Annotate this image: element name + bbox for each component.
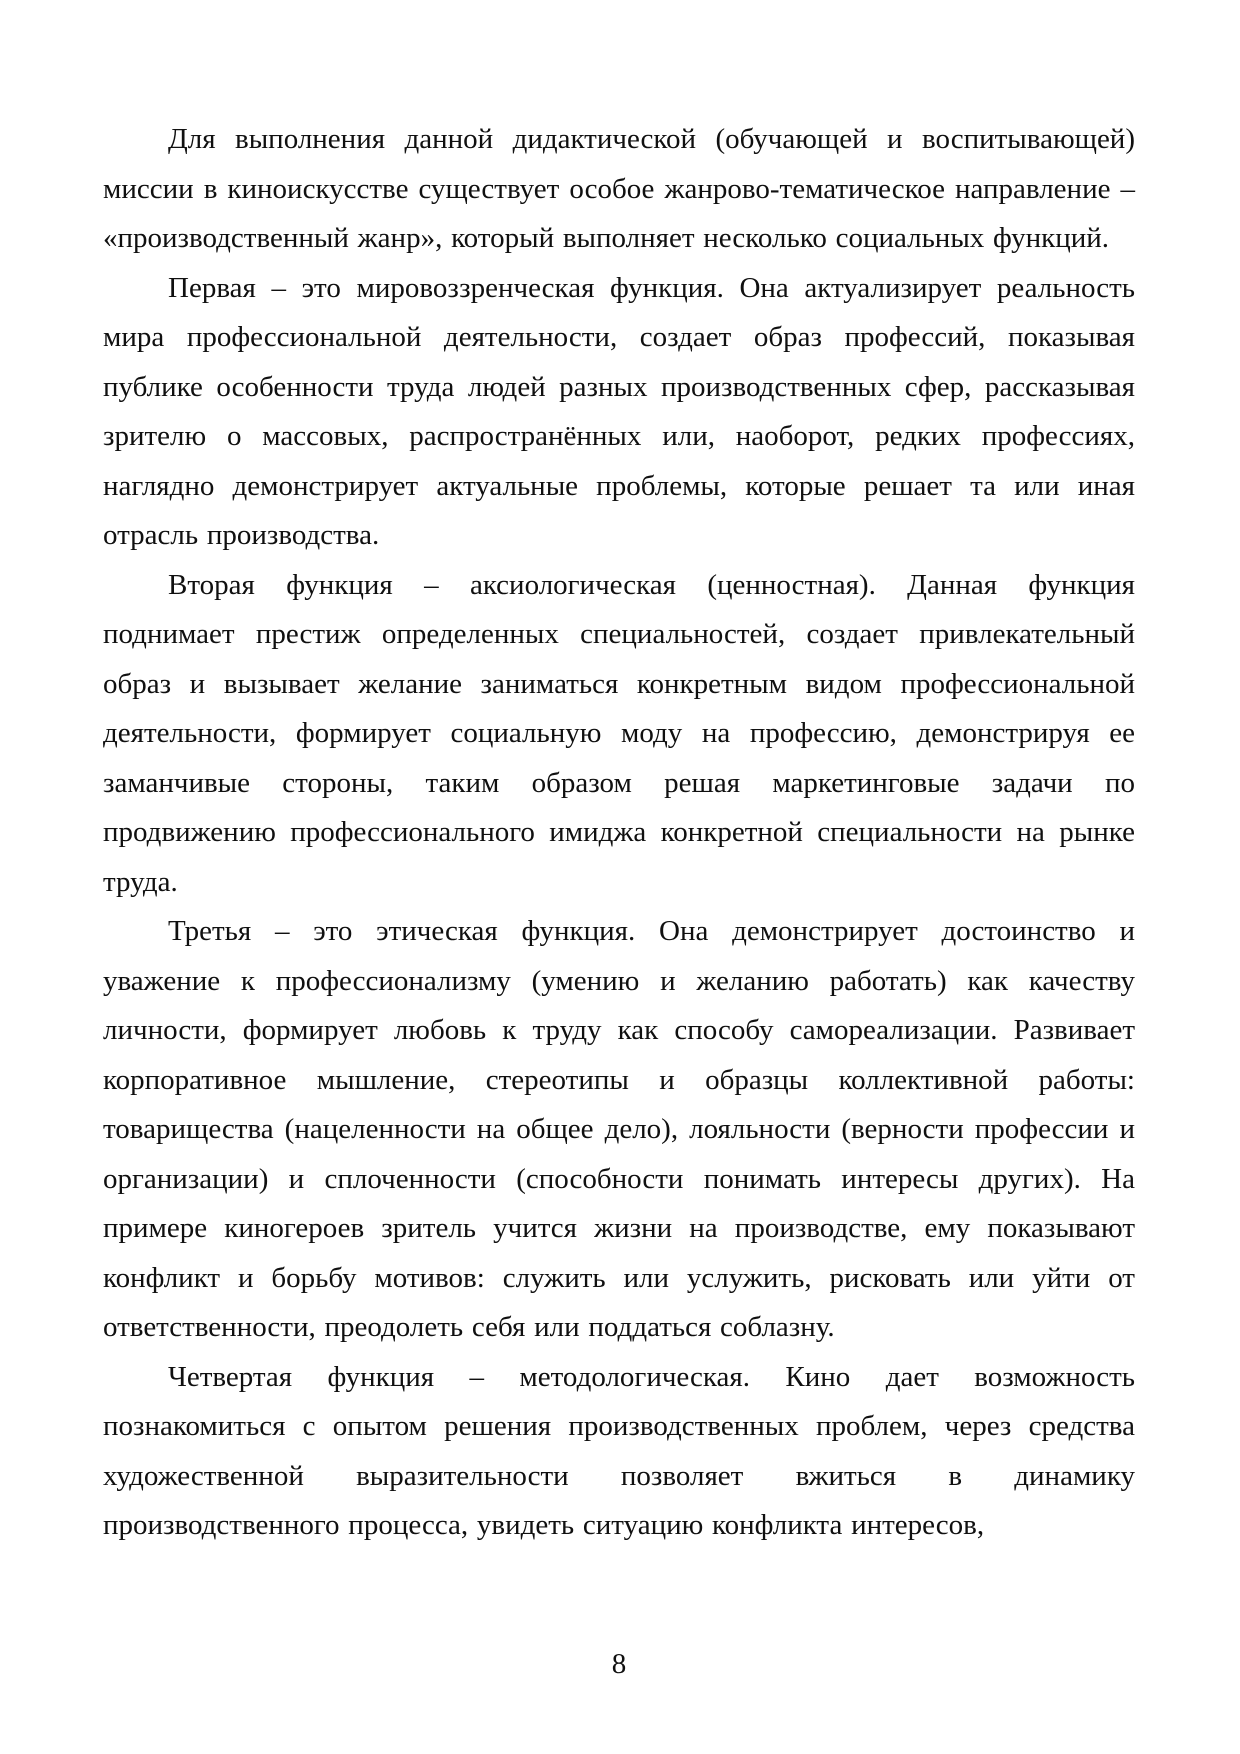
paragraph-third-function: Третья – это этическая функция. Она демонстрирует достоинство и уважение к профессионализму (умению и желанию работать) как качеству личности, формирует любовь к труду как способу самореализации. Развивает корпоративное мышление, стереотипы и образцы коллективной работы: товарищества (нацеленности на общее дело), лояльности (верности профессии и организации) и сплоченности (способности понимать интересы других). На примере киногероев зритель учится жизни на производстве, ему показывают конфликт и борьбу мотивов: служить или услужить, рисковать или уйти от ответственности, преодолеть себя или поддаться соблазну. — [103, 915, 1135, 1343]
page-number: 8 — [611, 1648, 627, 1680]
paragraph-intro: Для выполнения данной дидактической (обучающей и воспитывающей) миссии в киноискусстве существует особое жанрово-тематическое направление – «производственный жанр», который выполняет несколько социальных функций. — [103, 123, 1135, 254]
paragraph-second-function: Вторая функция – аксиологическая (ценностная). Данная функция поднимает престиж определенных специальностей, создает привлекательный образ и вызывает желание заниматься конкретным видом профессиональной деятельности, формирует социальную моду на профессию, демонстрируя ее заманчивые стороны, таким образом решая маркетинговые задачи по продвижению профессионального имиджа конкретной специальности на рынке труда. — [103, 568, 1135, 898]
text-content — [103, 115, 1135, 1551]
page-footer — [103, 1648, 1135, 1681]
paragraph-first-function: Первая – это мировоззренческая функция. Она актуализирует реальность мира профессиональной деятельности, создает образ профессий, показывая публике особенности труда людей разных производственных сфер, рассказывая зрителю о массовых, распространённых или, наоборот, редких профессиях, наглядно демонстрирует актуальные проблемы, которые решает та или иная отрасль производства. — [103, 271, 1135, 551]
paragraph-fourth-function: Четвертая функция – методологическая. Кино дает возможность познакомиться с опытом решения производственных проблем, через средства художественной выразительности позволяет вжиться в динамику производственного процесса, увидеть ситуацию конфликта интересов, — [103, 1360, 1135, 1541]
